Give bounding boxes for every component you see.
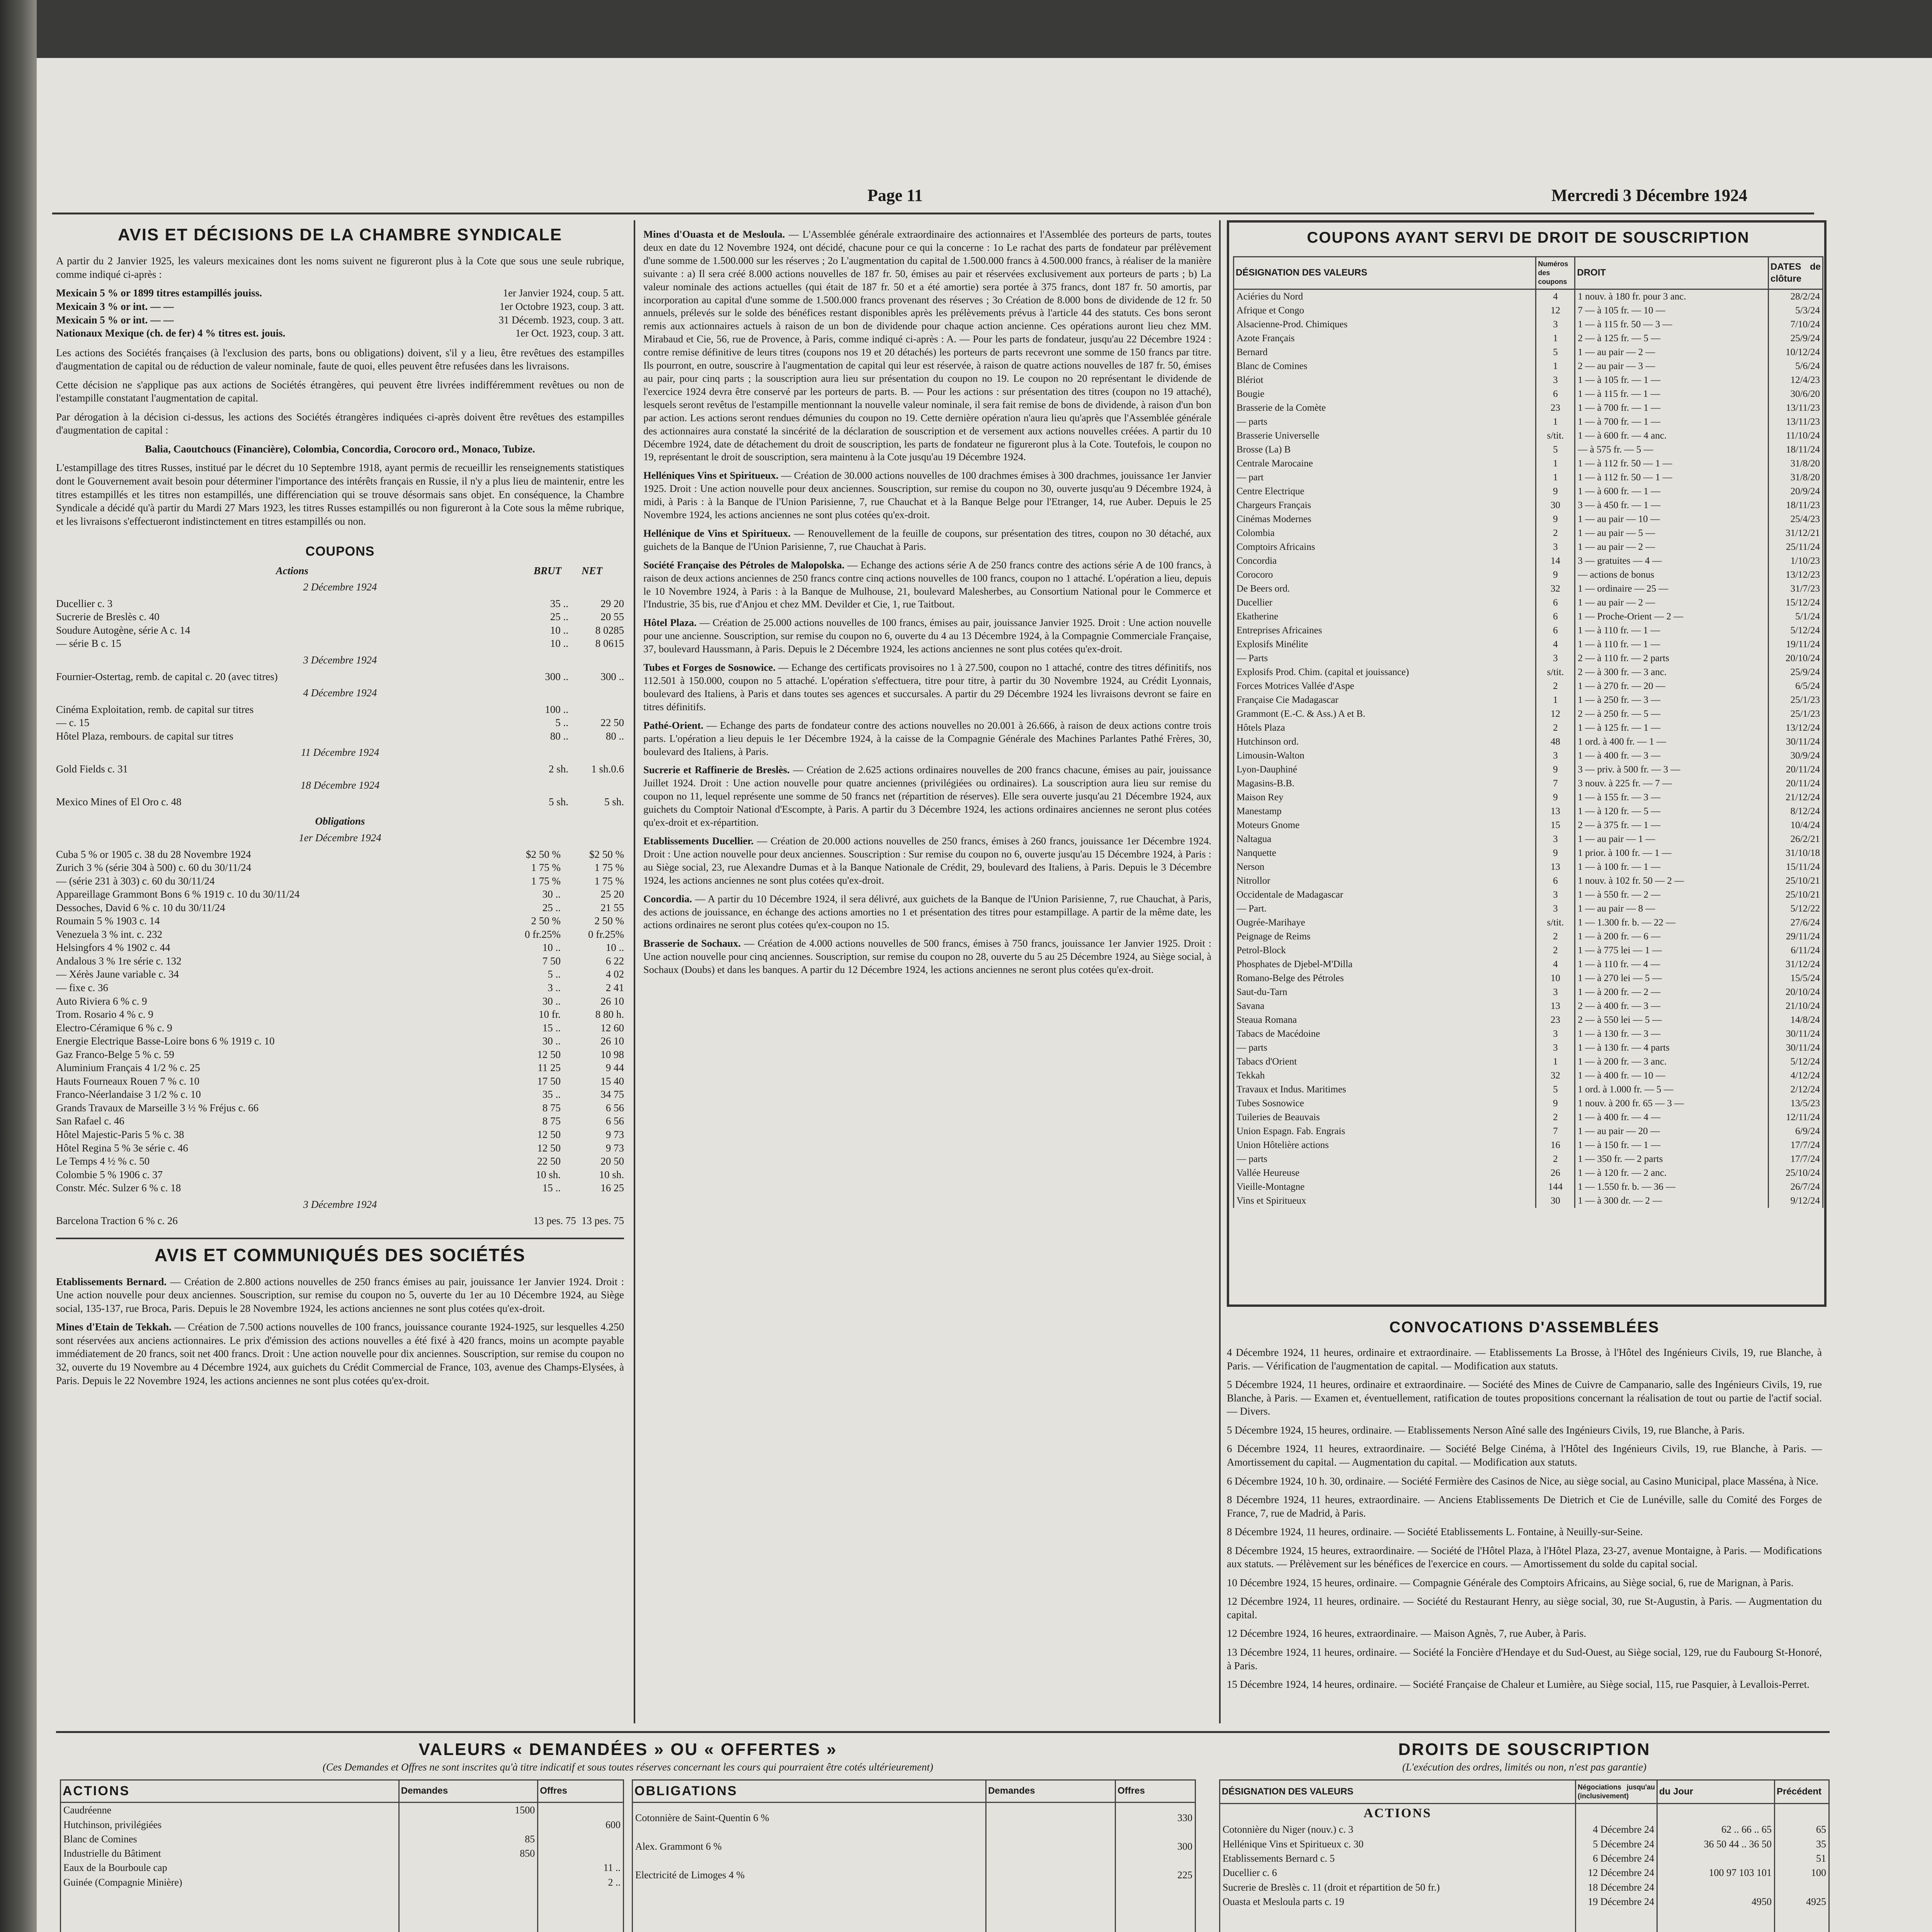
demandee-row: Eaux de la Bourboule cap 11 .. <box>61 1861 624 1875</box>
coupon-row: — série B c. 15 10 .. 8 0615 <box>56 638 624 650</box>
coupon-row: Franco-Néerlandaise 3 1/2 % c. 10 35 .. 34 75 <box>56 1088 624 1100</box>
obligations-date: 1er Décembre 1924 <box>299 832 381 844</box>
coupon-row: Hauts Fourneaux Rouen 7 % c. 10 17 50 15 40 <box>56 1075 624 1087</box>
communique-entry: Mines d'Etain de Tekkah. — Création de 7.500 actions nouvelles de 100 francs, jouissance courante 1924-1925, sur lesquelles 4.250 sont réservées aux anciens actionnaires. Le prix d'émission des actions nouvelles a été fixé à 420 francs, moins un acompte payable immédiatement de 20 francs, soit net 400 francs. Droit : Une action nouvelle pour dix anciennes. Souscription, sur remise du coupon no 32, ouverte du 19 Novembre au 4 Décembre 1924, aux guichets du Crédit Commercial de France, 103, avenue des Champs-Elysées, à Paris. Depuis le 22 Novembre 1924, les actions anciennes ne sont plus cotées qu'ex-droit. <box>56 1321 624 1386</box>
souscription-row: Bougie 6 1 — à 115 fr. — 1 — 30/6/20 <box>1234 387 1823 401</box>
convocation-entry: 12 Décembre 1924, 11 heures, ordinaire. — Société du Restaurant Henry, au siège social, 30, rue St-Augustin, à Paris. — Augmentation du capital. <box>1227 1595 1822 1621</box>
demandee-row: Hutchinson, privilégiées 600 <box>61 1818 624 1832</box>
communique-entry: Brasserie de Sochaux. — Création de 4.000 actions nouvelles de 500 francs, émises à 750 francs, jouissance 1er Janvier 1925. Droit : Une action nouvelle pour cinq anciennes. Souscription, sur remise du coupon no 28, ouverte du 5 au 25 Décembre 1924, au Siège social, à Sochaux (Doubs) et dans les banques. A partir du 12 Décembre 1924, les actions anciennes ne seront plus cotées qu'ex-droit. <box>643 937 1212 976</box>
convocation-entry: 13 Décembre 1924, 11 heures, ordinaire. — Société la Foncière d'Hendaye et du Sud-Ouest, au Siège social, 129, rue du Faubourg St-Honoré, à Paris. <box>1227 1646 1822 1672</box>
souscription-row: Tabacs de Macédoine 3 1 — à 130 fr. — 3 — 30/11/24 <box>1234 1027 1823 1041</box>
souscription-row: Française Cie Madagascar 1 1 — à 250 fr. — 3 — 25/1/23 <box>1234 693 1823 707</box>
coupon-row: Andalous 3 % 1re série c. 132 7 50 6 22 <box>56 955 624 967</box>
souscription-row: Afrique et Congo 12 7 — à 105 fr. — 10 — 5/3/24 <box>1234 304 1823 318</box>
demandee-row: Alex. Grammont 6 % 300 <box>633 1832 1196 1861</box>
communique-entry: Sucrerie et Raffinerie de Breslès. — Création de 2.625 actions ordinaires nouvelles de 200 francs chacune, émises au pair, jouissance Juillet 1924. Droit : Une action nouvelle pour quatre anciennes (privilégiées ou ordinaires). La souscription aura lieu sur remise du coupon no 11, lequel représente une somme de 50 francs net (répartition de réserves). Elle sera ouverte jusqu'au 21 Décembre 1924, aux guichets du Comptoir National d'Escompte, à Paris. A partir du 3 Décembre 1924, les actions ordinaires anciennes ne seront plus cotées qu'ex-droit et ex-répartition. <box>643 764 1212 828</box>
coupon-row: Energie Electrique Basse-Loire bons 6 % 1919 c. 10 30 .. 26 10 <box>56 1035 624 1047</box>
souscription-row: — parts 3 1 — à 130 fr. — 4 parts 30/11/24 <box>1234 1041 1823 1055</box>
souscription-row: Azote Français 1 2 — à 125 fr. — 5 — 25/9/24 <box>1234 332 1823 345</box>
demandees-subtitle: (Ces Demandes et Offres ne sont inscrites qu'à titre indicatif et sous toutes réserves concernant les cours qui pourraient être cotés ultérieurement) <box>322 1761 934 1773</box>
souscription-row: Alsacienne-Prod. Chimiques 3 1 — à 115 fr. 50 — 3 — 7/10/24 <box>1234 318 1823 332</box>
convocations-list <box>1227 1346 1822 1691</box>
coupon-row: Le Temps 4 ½ % c. 50 22 50 20 50 <box>56 1155 624 1167</box>
souscription-row: Blériot 3 1 — à 105 fr. — 1 — 12/4/23 <box>1234 373 1823 387</box>
souscription-row: Phosphates de Djebel-M'Dilla 4 1 — à 110 fr. — 4 — 31/12/24 <box>1234 957 1823 971</box>
souscription-row: Nerson 13 1 — à 100 fr. — 1 — 15/11/24 <box>1234 860 1823 874</box>
communique-entry: Helléniques Vins et Spiritueux. — Création de 30.000 actions nouvelles de 100 drachmes émises à 300 drachmes, jouissance 1er Janvier 1925. Droit : Une action nouvelle pour deux anciennes. Souscription, sur remise du coupon no 30, ouverte jusqu'au 9 Décembre 1924, à midi, à Paris : à la Banque de l'Union Parisienne, 7, rue Chauchat et à la Banque Belge pour l'Etranger, 14, rue Auber. Depuis le 25 Novembre 1924, les actions anciennes ne sont plus cotées qu'ex-droit. <box>643 469 1212 521</box>
souscription-row: Naltagua 3 1 — au pair — 1 — 26/2/21 <box>1234 832 1823 846</box>
convocation-entry: 8 Décembre 1924, 11 heures, ordinaire. — Société Etablissements L. Fontaine, à Neuilly-sur-Seine. <box>1227 1526 1643 1538</box>
droit-row: Etablissements Bernard c. 5 6 Décembre 24 51 <box>1220 1851 1829 1866</box>
coupon-row: Sucrerie de Breslès c. 40 25 .. 20 55 <box>56 611 624 623</box>
communique-entry: Mines d'Ouasta et de Mesloula. — L'Assemblée générale extraordinaire des actionnaires et l'Assemblée des porteurs de parts, toutes deux en date du 12 Novembre 1924, ont décidé, chacune pour ce qui la concerne : 1o Le rachat des parts de fondateur par prélèvement d'une somme de 1.500.000 sur les réserves ; 2o L'augmentation du capital de 1.500.000 francs à 4.500.000 francs, à réaliser de la manière suivante : a) Il sera créé 8.000 actions nouvelles de 187 fr. 50, émises au pair et réservées exclusivement aux porteurs de parts ; b) La valeur nominale des actions actuelles (qui était de 187 fr. 50 et a été amortie) sera portée à 375 francs, dont 187 fr. 50 amortis, par incorporation au capital d'une somme de 1.500.000 francs provenant des réserves ; 3o Création de 8.000 bons de dividende de 12 fr. 50 annuels, prélevés sur le solde des bénéfices restant disponibles après les prélèvements prévus à l'article 44 des statuts. Ces bons seront remis aux actionnaires actuels à raison de un bon de dividende pour chaque action ancienne. Ces opérations auront lieu chez MM. Mirabaud et Cie, 56, rue de Provence, à Paris, comme indiqué ci-après : A. — Pour les parts de fondateur, jusqu'au 22 Décembre 1924 : contre remise définitive de leurs titres (coupons nos 19 et 20 détachés) les porteurs de parts recevront une somme de 150 francs par titre. Ils pourront, en outre, souscrire à l'augmentation de capital qui leur est réservée, à raison de quatre actions nouvelles de 187 fr. 50, émises au pair, pour cinq parts ; la souscription aura lieu sur présentation du coupon no 19. Le coupon no 20 représentant le dividende de l'exercice 1924 devra être conservé par les porteurs de parts. B. — Pour les actions : sur présentation des titres (coupon no 19 attaché), lesquels seront revêtus de l'estampille mentionnant la nouvelle valeur nominale, il sera fait remise de bons de dividende, à raison d'un bon par action. Les actions seront rendues démunies du coupon no 19. Cette dernière opération n'aura lieu qu'après que l'Assemblée générale des actionnaires aura constaté la sincérité de la déclaration de souscription et de versement aux actions nouvelles créées. A partir du 10 Décembre 1924, date de détachement du droit de souscription, les parts de fondateur ne figureront plus à la Cote. Toutefois, le coupon no 19, représentant le droit de souscription, sera maintenu à la Cote jusqu'au 19 Décembre 1924. <box>643 228 1211 463</box>
demandee-row: Cotonnière de Saint-Quentin 6 % 330 <box>633 1803 1196 1832</box>
newspaper-page <box>37 58 1932 1932</box>
souscription-row: Moteurs Gnome 15 2 — à 375 fr. — 1 — 10/4/24 <box>1234 818 1823 832</box>
coupon-row: Appareillage Grammont Bons 6 % 1919 c. 10 du 30/11/24 30 .. 25 20 <box>56 888 624 900</box>
communique-entry: Société Française des Pétroles de Malopolska. — Echange des actions série A de 250 francs contre des actions série A de 100 francs, à raison de deux actions anciennes de 250 francs contre cinq actions nouvelles de 100 francs, coupon no 1 attaché. L'opération a lieu, depuis le 10 Novembre 1924, à Paris : à la Banque de Mulhouse, 21, boulevard Malesherbes, au Consortium National pour le Commerce et l'Industrie, 35 bis, rue d'Anjou et chez MM. Devilder et Cie, 1, rue Taitbout. <box>643 559 1211 610</box>
convocations-title: CONVOCATIONS D'ASSEMBLÉES <box>1389 1319 1660 1336</box>
communique-entry: Pathé-Orient. — Echange des parts de fondateur contre des actions nouvelles no 20.001 à 26.666, à raison de deux actions contre trois parts. L'opération a lieu depuis le 1er Décembre 1924, à la caisse de la Compagnie Générale des Machines Parlantes Pathé Frères, 30, boulevard des Italiens, à Paris. <box>643 719 1212 757</box>
souscription-row: Nitrollor 6 1 nouv. à 102 fr. 50 — 2 — 25/10/21 <box>1234 874 1823 888</box>
page-date: Mercredi 3 Décembre 1924 <box>1551 186 1748 205</box>
souscription-row: Tabacs d'Orient 1 1 — à 200 fr. — 3 anc. 5/12/24 <box>1234 1055 1823 1069</box>
coupon-row: Venezuela 3 % int. c. 232 0 fr.25% 0 fr.25% <box>56 928 624 940</box>
mexican-list <box>56 286 624 340</box>
souscription-row: Ducellier 6 1 — au pair — 2 — 15/12/24 <box>1234 596 1823 610</box>
convocation-entry: 10 Décembre 1924, 15 heures, ordinaire. — Compagnie Générale des Comptoirs Africains, au Siège social, 6, rue de Marignan, à Paris. <box>1227 1577 1794 1588</box>
souscription-row: Vins et Spiritueux 30 1 — à 300 dr. — 2 — 9/12/24 <box>1234 1194 1823 1208</box>
souscription-row: — part 1 1 — à 112 fr. 50 — 1 — 31/8/20 <box>1234 471 1823 485</box>
convocation-entry: 5 Décembre 1924, 15 heures, ordinaire. — Etablissements Nerson Aîné salle des Ingénieurs Civils, 19, rue Blanche, à Paris. <box>1227 1424 1745 1436</box>
section-rule <box>56 1731 1830 1733</box>
mexican-item: Mexicain 3 % or int. — — 1er Octobre 1923, coup. 3 att. <box>56 300 624 312</box>
coupon-date: 18 Décembre 1924 <box>300 779 380 791</box>
communique-entry: Hôtel Plaza. — Création de 25.000 actions nouvelles de 100 francs, émises au pair, jouissance Janvier 1925. Droit : Une action nouvelle pour une ancienne. Souscription, sur remise du coupon no 6, ouverte du 4 au 13 Décembre 1924, à la Compagnie Commerciale Française, 37, boulevard Haussmann, à Paris. Depuis le 2 Décembre 1924, les actions anciennes ne sont plus cotées qu'ex-droit. <box>643 617 1212 655</box>
demandee-row: Guinée (Compagnie Minière) 2 .. <box>61 1875 624 1889</box>
souscription-row: Petrol-Block 2 1 — à 775 lei — 1 — 6/11/24 <box>1234 944 1823 957</box>
droit-row: Sucrerie de Breslès c. 11 (droit et répartition de 50 fr.) 18 Décembre 24 <box>1220 1880 1829 1895</box>
souscription-row: Savana 13 2 — à 400 fr. — 3 — 21/10/24 <box>1234 999 1823 1013</box>
section-rule <box>56 1238 624 1239</box>
coupon-row: Zurich 3 % (série 304 à 500) c. 60 du 30/11/24 1 75 % 1 75 % <box>56 862 624 874</box>
souscription-row: Cinémas Modernes 9 1 — au pair — 10 — 25/4/23 <box>1234 512 1823 526</box>
coupon-row: Cinéma Exploitation, remb. de capital sur titres 100 .. <box>56 703 568 715</box>
coupon-row: — Xérès Jaune variable c. 34 5 .. 4 02 <box>56 968 624 980</box>
souscription-row: Maison Rey 9 1 — à 155 fr. — 3 — 21/12/24 <box>1234 791 1823 804</box>
coupon-row: Cuba 5 % or 1905 c. 38 du 28 Novembre 1924 $2 50 % $2 50 % <box>56 848 624 860</box>
obligations-title: Obligations <box>315 815 365 827</box>
coupon-row: Gold Fields c. 31 2 sh. 1 sh.0.6 <box>56 763 624 775</box>
avis-p1: A partir du 2 Janvier 1925, les valeurs mexicaines dont les noms suivent ne figureront plus à la Cote que sous une seule rubrique, comme indiqué ci-après : <box>56 255 624 280</box>
demandee-row: Electricité de Limoges 4 % 225 <box>633 1861 1196 1889</box>
mexican-item: Mexicain 5 % or 1899 titres estampillés jouiss. 1er Janvier 1924, coup. 5 att. <box>56 287 624 299</box>
coupon-row: Roumain 5 % 1903 c. 14 2 50 % 2 50 % <box>56 915 624 927</box>
column-rule <box>634 220 635 1723</box>
souscription-row: Colombia 2 1 — au pair — 5 — 31/12/21 <box>1234 526 1823 540</box>
coupon-row: Barcelona Traction 6 % c. 26 13 pes. 75 13 pes. 75 <box>56 1215 624 1227</box>
souscription-row: Lyon-Dauphiné 9 3 — priv. à 500 fr. — 3 — 20/11/24 <box>1234 763 1823 777</box>
souscription-row: Comptoirs Africains 3 1 — au pair — 2 — 25/11/24 <box>1234 540 1823 554</box>
header-rule <box>52 213 1814 214</box>
coupon-row: Aluminium Français 4 1/2 % c. 25 11 25 9 44 <box>56 1062 624 1074</box>
mexican-item: Nationaux Mexique (ch. de fer) 4 % titres est. jouis. 1er Oct. 1923, coup. 3 att. <box>56 327 624 339</box>
souscription-row: Ougrée-Marihaye s/tit. 1 — 1.300 fr. b. — 22 — 27/6/24 <box>1234 916 1823 930</box>
droits-title: DROITS DE SOUSCRIPTION <box>1398 1740 1651 1759</box>
droit-row: Ouasta et Mesloula parts c. 19 19 Décembre 24 4950 4925 <box>1220 1895 1829 1909</box>
droit-row: Cotonnière du Niger (nouv.) c. 3 4 Décembre 24 62 .. 66 .. 65 65 <box>1220 1822 1829 1837</box>
souscription-row: Tubes Sosnowice 9 1 nouv. à 200 fr. 65 — 3 — 13/5/23 <box>1234 1097 1823 1111</box>
droits-table: DÉSIGNATION DES VALEURS Négociations jusqu'au (inclusivement) du Jour Précédent ACTIONS Cotonnière du Niger (nouv.) c. 3 4 Décembre 24 62 .. 66 .. 65 65 Hellénique Vins et Spiritueux c. 30 5 Décembre 24 36 50 44 .. 36 50 35 Etablissements Bernard c. 5 6 Décembre 24 51 Ducellier c. 6 12 Décembre 24 100 97 103 101 100 Sucrerie de Breslès c. 11 (droit et répartition de 50 fr.) 18 Décembre 24 Ouasta et Mesloula parts c. 19 19 Décembre 24 4950 4925 <box>1219 1779 1830 1932</box>
souscription-row: Tekkah 32 1 — à 400 fr. — 10 — 4/12/24 <box>1234 1069 1823 1083</box>
coupon-row: Mexico Mines of El Oro c. 48 5 sh. 5 sh. <box>56 796 624 808</box>
souscription-row: Hôtels Plaza 2 1 — à 125 fr. — 1 — 13/12/24 <box>1234 721 1823 735</box>
souscription-row: Brosse (La) B 5 — à 575 fr. — 5 — 18/11/24 <box>1234 443 1823 457</box>
coupon-row: Helsingfors 4 % 1902 c. 44 10 .. 10 .. <box>56 942 624 954</box>
demandees-obligations-table: OBLIGATIONS Demandes Offres Cotonnière de Saint-Quentin 6 % 330 Alex. Grammont 6 % 300 Electricité de Limoges 4 % 225 <box>632 1779 1196 1932</box>
souscription-table <box>1233 256 1823 1208</box>
obligations-list <box>56 848 624 1195</box>
demandee-row: Blanc de Comines 85 <box>61 1832 624 1846</box>
column-3 <box>1227 220 1830 1690</box>
coupon-row: — (série 231 à 303) c. 60 du 30/11/24 1 75 % 1 75 % <box>56 875 624 887</box>
column-1 <box>56 220 624 1393</box>
coupon-row: Gaz Franco-Belge 5 % c. 59 12 50 10 98 <box>56 1048 624 1060</box>
avis-p4: Par dérogation à la décision ci-dessus, les actions des Sociétés étrangères indiquées ci-après doivent être revêtues des estampilles d'augmentation de capital : <box>56 411 624 436</box>
souscription-row: Steaua Romana 23 2 — à 550 lei — 5 — 14/8/24 <box>1234 1013 1823 1027</box>
demandee-row: Caudréenne 1500 <box>61 1803 624 1818</box>
avis-title: AVIS ET DÉCISIONS DE LA CHAMBRE SYNDICALE <box>117 225 563 244</box>
column-2 <box>643 228 1211 982</box>
souscription-row: Centrale Marocaine 1 1 — à 112 fr. 50 — 1 — 31/8/20 <box>1234 457 1823 471</box>
convocation-entry: 6 Décembre 1924, 10 h. 30, ordinaire. — Société Fermière des Casinos de Nice, au siège social, au Casino Municipal, place Masséna, à Nice. <box>1227 1475 1819 1487</box>
souscription-row: Magasins-B.B. 7 3 nouv. à 225 fr. — 7 — 20/11/24 <box>1234 777 1823 791</box>
coupon-row: Colombie 5 % 1906 c. 37 10 sh. 10 sh. <box>56 1168 624 1180</box>
souscription-row: Travaux et Indus. Maritimes 5 1 ord. à 1.000 fr. — 5 — 2/12/24 <box>1234 1083 1823 1097</box>
coupon-row: Fournier-Ostertag, remb. de capital c. 20 (avec titres) 300 .. 300 .. <box>56 670 624 682</box>
souscription-row: Romano-Belge des Pétroles 10 1 — à 270 lei — 5 — 15/5/24 <box>1234 971 1823 985</box>
book-spine <box>0 0 37 1932</box>
convocation-entry: 8 Décembre 1924, 15 heures, extraordinaire. — Société de l'Hôtel Plaza, à l'Hôtel Plaza, 23-27, avenue Montaigne, à Paris. — Modifications aux statuts. — Prélèvement sur les bénéfices de l'exercice en cours. — Amortissement du solde du capital social. <box>1227 1544 1822 1570</box>
souscription-row: Brasserie Universelle s/tit. 1 — à 600 fr. — 4 anc. 11/10/24 <box>1234 429 1823 443</box>
coupon-row: San Rafael c. 46 8 75 6 56 <box>56 1115 624 1127</box>
col-date: DATES de clôture <box>1769 257 1823 289</box>
souscription-row: Union Espagn. Fab. Engrais 7 1 — au pair — 20 — 6/9/24 <box>1234 1124 1823 1138</box>
obligations-date-2: 3 Décembre 1924 <box>303 1198 377 1210</box>
coupon-row: — fixe c. 36 3 .. 2 41 <box>56 981 624 993</box>
coupons-groups <box>56 580 624 808</box>
coupon-date: 4 Décembre 1924 <box>303 687 377 699</box>
coupons-head: Actions BRUT NET <box>276 565 602 577</box>
coupon-row: Auto Riviera 6 % c. 9 30 .. 26 10 <box>56 995 624 1007</box>
demandees-section <box>60 1739 1196 1932</box>
communique-entry: Hellénique de Vins et Spiritueux. — Renouvellement de la feuille de coupons, sur présentation des titres, coupon no 30 détaché, aux guichets de la Banque de l'Union Parisienne, 7, rue Chauchat à Paris. <box>643 527 1212 552</box>
souscription-row: Vallée Heureuse 26 1 — à 120 fr. — 2 anc. 25/10/24 <box>1234 1166 1823 1180</box>
avis-p4b: Balia, Caoutchoucs (Financière), Colombia, Concordia, Corocoro ord., Monaco, Tubize. <box>145 443 535 455</box>
coupon-row: Dessoches, David 6 % c. 10 du 30/11/24 25 .. 21 55 <box>56 901 624 913</box>
souscription-row: Corocoro 9 — actions de bonus 13/12/23 <box>1234 568 1823 582</box>
souscription-row: De Beers ord. 32 1 — ordinaire — 25 — 31/7/23 <box>1234 582 1823 596</box>
souscription-row: Concordia 14 3 — gratuites — 4 — 1/10/23 <box>1234 554 1823 568</box>
communique-entry: Concordia. — A partir du 10 Décembre 1924, il sera délivré, aux guichets de la Banque de l'Union Parisienne, 7, rue Chauchat, à Paris, des actions de jouissance, en échange des actions amorties no 1 et présentation des titres pour estampillage. A partir de la même date, les actions ordinaires ne seront plus cotées qu'ex-coupon no 15. <box>643 893 1211 931</box>
souscription-row: Nanquette 9 1 prior. à 100 fr. — 1 — 31/10/18 <box>1234 846 1823 860</box>
convocation-entry: 5 Décembre 1924, 11 heures, ordinaire et extraordinaire. — Société des Mines de Cuivre de Campanario, salle des Ingénieurs Civils, 19, rue Blanche, à Paris. — Examen et, éventuellement, ratification de toutes propositions concernant la réalisation de tout ou partie de l'actif social. — Divers. <box>1227 1379 1822 1417</box>
souscription-row: Tuileries de Beauvais 2 1 — à 400 fr. — 4 — 12/11/24 <box>1234 1111 1823 1124</box>
demandees-actions-table: ACTIONS Demandes Offres Caudréenne 1500 Hutchinson, privilégiées 600 Blanc de Comines 85 Industrielle du Bâtiment 850 Eaux de la Bourboule cap 11 .. Guinée (Compagnie Minière) 2 .. <box>60 1779 624 1932</box>
communiques-title: AVIS ET COMMUNIQUÉS DES SOCIÉTÉS <box>154 1245 526 1265</box>
avis-p5: L'estampillage des titres Russes, institué par le décret du 10 Septembre 1918, ayant permis de recueillir les renseignements statistiques dont le Gouvernement avait besoin pour déterminer l'importance des intérêts français en Russie, il n'y a plus lieu de maintenir, entre les titres estampillés et les titres non estampillés, une différenciation qui se trouve désormais sans objet. En conséquence, la Chambre Syndicale a décidé qu'à partir du Mardi 27 Mars 1923, les titres Russes estampillés ou non figureront à la Cote sous la même rubrique, et les livraisons s'effectueront indistinctement en titres estampillés ou non. <box>56 462 624 527</box>
convocation-entry: 12 Décembre 1924, 16 heures, extraordinaire. — Maison Agnès, 7, rue Auber, à Paris. <box>1227 1628 1587 1639</box>
souscription-row: Hutchinson ord. 48 1 ord. à 400 fr. — 1 — 30/11/24 <box>1234 735 1823 749</box>
column-rule <box>1219 220 1221 1723</box>
coupon-row: Hôtel Regina 5 % 3e série c. 46 12 50 9 73 <box>56 1142 624 1154</box>
coupon-date: 3 Décembre 1924 <box>303 654 377 666</box>
avis-p2: Les actions des Sociétés françaises (à l'exclusion des parts, bons ou obligations) doivent, s'il y a lieu, être revêtues des estampilles d'augmentation de capital ou de réduction de valeur nominale, faute de quoi, elles peuvent être refusées dans les livraisons. <box>56 347 624 372</box>
coupon-row: Hôtel Plaza, rembours. de capital sur titres 80 .. 80 .. <box>56 730 624 742</box>
souscription-row: Explosifs Prod. Chim. (capital et jouissance) s/tit. 2 — à 300 fr. — 3 anc. 25/9/24 <box>1234 665 1823 679</box>
droits-subtitle: (L'exécution des ordres, limités ou non, n'est pas garantie) <box>1402 1761 1646 1773</box>
convocation-entry: 4 Décembre 1924, 11 heures, ordinaire et extraordinaire. — Etablissements La Brosse, à l'Hôtel des Ingénieurs Civils, 19, rue Blanche, à Paris. — Vérification de l'augmentation de capital. — Modification aux statuts. <box>1227 1347 1822 1372</box>
souscription-row: Entreprises Africaines 6 1 — à 110 fr. — 1 — 5/12/24 <box>1234 624 1823 638</box>
souscription-row: — Part. 3 1 — au pair — 8 — 5/12/22 <box>1234 902 1823 916</box>
coupon-row: Grands Travaux de Marseille 3 ½ % Fréjus c. 66 8 75 6 56 <box>56 1102 624 1114</box>
souscription-row: — parts 2 1 — 350 fr. — 2 parts 17/7/24 <box>1234 1152 1823 1166</box>
droits-section <box>1219 1739 1830 1932</box>
demandee-row: Industrielle du Bâtiment 850 <box>61 1846 624 1861</box>
coupon-row: — c. 15 5 .. 22 50 <box>56 717 624 729</box>
convocation-entry: 6 Décembre 1924, 11 heures, extraordinaire. — Société Belge Cinéma, à l'Hôtel des Ingénieurs Civils, 19, rue Blanche, à Paris. — Amortissement du capital. — Augmentation du capital. — Modification aux statuts. <box>1227 1443 1822 1468</box>
souscription-row: Centre Electrique 9 1 — à 600 fr. — 1 — 20/9/24 <box>1234 485 1823 498</box>
souscription-row: Manestamp 13 1 — à 120 fr. — 5 — 8/12/24 <box>1234 804 1823 818</box>
souscription-row: Forces Motrices Vallée d'Aspe 2 1 — à 270 fr. — 20 — 6/5/24 <box>1234 679 1823 693</box>
souscription-row: Occidentale de Madagascar 3 1 — à 550 fr. — 2 — 25/10/21 <box>1234 888 1823 902</box>
souscription-row: — parts 1 1 — à 700 fr. — 1 — 13/11/23 <box>1234 415 1823 429</box>
convocation-entry: 15 Décembre 1924, 14 heures, ordinaire. — Société Française de Chaleur et Lumière, au Siège social, 115, rue Pasquier, à Levallois-Perret. <box>1227 1679 1810 1690</box>
avis-p3: Cette décision ne s'applique pas aux actions de Sociétés étrangères, qui peuvent être livrées indifféremment revêtues ou non de l'estampille constatant l'augmentation de capital. <box>56 379 624 404</box>
souscription-row: Peignage de Reims 2 1 — à 200 fr. — 6 — 29/11/24 <box>1234 930 1823 944</box>
souscription-row: — Parts 3 2 — à 110 fr. — 2 parts 20/10/24 <box>1234 651 1823 665</box>
droit-row: Ducellier c. 6 12 Décembre 24 100 97 103 101 100 <box>1220 1866 1829 1880</box>
coupon-date: 2 Décembre 1924 <box>303 581 377 593</box>
souscription-row: Ekatherine 6 1 — Proche-Orient — 2 — 5/1/24 <box>1234 610 1823 624</box>
col-num: Numéros des coupons <box>1536 257 1575 289</box>
souscription-row: Brasserie de la Comète 23 1 — à 700 fr. — 1 — 13/11/23 <box>1234 401 1823 415</box>
coupon-row: Constr. Méc. Sulzer 6 % c. 18 15 .. 16 25 <box>56 1182 624 1194</box>
souscription-row: Bernard 5 1 — au pair — 2 — 10/12/24 <box>1234 345 1823 359</box>
communique-entry: Etablissements Ducellier. — Création de 20.000 actions nouvelles de 250 francs, émises à 260 francs, jouissance 1er Décembre 1924. Droit : Une action nouvelle pour deux anciennes. Souscription : Sur remise du coupon no 6, ouverte jusqu'au 15 Décembre 1924, à Paris : au Siège social, 23, rue Alexandre Dumas et à la Banque Nationale de Crédit, 29, boulevard des Italiens, à Paris. Depuis le 3 Décembre 1924, les actions anciennes ne sont plus cotées qu'ex-droit. <box>643 835 1211 886</box>
mexican-item: Mexicain 5 % or int. — — 31 Décemb. 1923, coup. 3 att. <box>56 314 624 326</box>
souscription-row: Union Hôtelière actions 16 1 — à 150 fr. — 1 — 17/7/24 <box>1234 1138 1823 1152</box>
page-number: Page 11 <box>867 186 923 205</box>
demandees-title: VALEURS « DEMANDÉES » OU « OFFERTES » <box>418 1740 837 1759</box>
souscription-row: Blanc de Comines 1 2 — au pair — 3 — 5/6/24 <box>1234 359 1823 373</box>
souscription-row: Limousin-Walton 3 1 — à 400 fr. — 3 — 30/9/24 <box>1234 749 1823 763</box>
convocation-entry: 8 Décembre 1924, 11 heures, extraordinaire. — Anciens Etablissements De Dietrich et Cie de Lunéville, salle du Comité des Forges de France, 7, rue de Madrid, à Paris. <box>1227 1494 1822 1519</box>
souscription-title: COUPONS AYANT SERVI DE DROIT DE SOUSCRIPTION <box>1307 229 1750 246</box>
souscription-row: Grammont (E.-C. & Ass.) A et B. 12 2 — à 250 fr. — 5 — 25/1/23 <box>1234 707 1823 721</box>
coupon-row: Trom. Rosario 4 % c. 9 10 fr. 8 80 h. <box>56 1009 624 1020</box>
coupon-row: Ducellier c. 3 35 .. 29 20 <box>56 597 624 609</box>
souscription-row: Chargeurs Français 30 3 — à 450 fr. — 1 — 18/11/23 <box>1234 498 1823 512</box>
col-name: DÉSIGNATION DES VALEURS <box>1234 257 1536 289</box>
coupon-row: Electro-Céramique 6 % c. 9 15 .. 12 60 <box>56 1022 624 1034</box>
col-droit: DROIT <box>1575 257 1769 289</box>
souscription-row: Aciéries du Nord 4 1 nouv. à 180 fr. pour 3 anc. 28/2/24 <box>1234 289 1823 304</box>
communique-entry: Etablissements Bernard. — Création de 2.800 actions nouvelles de 250 francs émises au pair, jouissance 1er Janvier 1924. Droit : Une action nouvelle pour deux anciennes. Souscription, sur remise du coupon no 5, ouverte du 1er au 10 Décembre 1924, au Siège social, 135-137, rue Broca, Paris. Depuis le 28 Novembre 1924, les actions anciennes ne sont plus cotées qu'ex-droit. <box>56 1276 624 1314</box>
coupon-row: Hôtel Majestic-Paris 5 % c. 38 12 50 9 73 <box>56 1129 624 1140</box>
communique-entry: Tubes et Forges de Sosnowice. — Echange des certificats provisoires no 1 à 27.500, coupon no 1 attaché, contre des titres définitifs, nos 112.501 à 150.000, coupon no 5 attaché. L'opération s'effectuera, titre pour titre, à partir du 30 Novembre 1924, au Crédit Lyonnais, boulevard des Italiens, à Paris et dans toutes ses agences et succursales. A partir du 29 Décembre 1924 les livraisons devront se faire en titres définitifs. <box>643 662 1212 713</box>
coupon-row: Soudure Autogène, série A c. 14 10 .. 8 0285 <box>56 624 624 636</box>
souscription-row: Vieille-Montagne 144 1 — 1.550 fr. b. — 36 — 26/7/24 <box>1234 1180 1823 1194</box>
souscription-row: Explosifs Minélite 4 1 — à 110 fr. — 1 — 19/11/24 <box>1234 638 1823 651</box>
droit-row: Hellénique Vins et Spiritueux c. 30 5 Décembre 24 36 50 44 .. 36 50 35 <box>1220 1837 1829 1851</box>
souscription-row: Saut-du-Tarn 3 1 — à 200 fr. — 2 — 20/10/24 <box>1234 985 1823 999</box>
coupons-title: COUPONS <box>305 544 375 559</box>
coupon-date: 11 Décembre 1924 <box>301 747 379 759</box>
